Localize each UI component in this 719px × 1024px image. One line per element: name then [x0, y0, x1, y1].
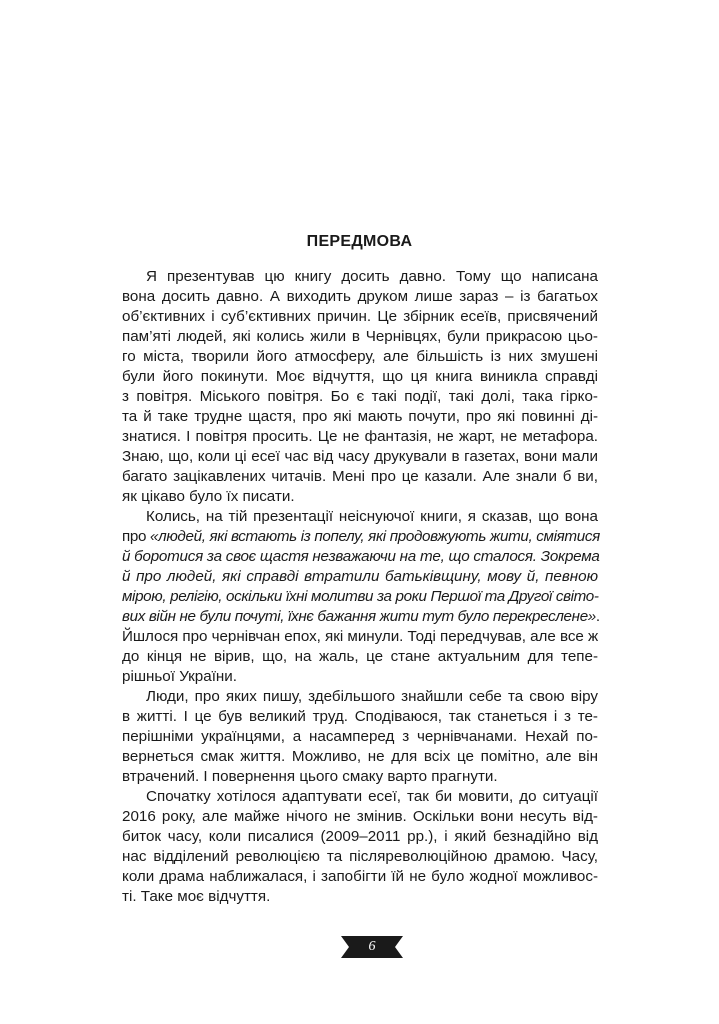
text-line — [122, 847, 598, 867]
text-line — [122, 427, 598, 447]
italic-quote-run: й про людей, які справді втратили батьківщину, мову й, певною — [122, 568, 598, 585]
text-line — [122, 607, 598, 627]
text-run: з повітря. Міського повітря. Бо є такі події, такі долі, така гірко- — [122, 388, 598, 405]
text-run: Знаю, що, коли ці есеї час від часу друкували в газетах, вони мали — [122, 448, 598, 465]
text-line — [122, 767, 598, 787]
text-line — [122, 307, 598, 327]
text-run: Я презентував цю книгу досить давно. Тому що написана — [146, 268, 598, 285]
text-line — [122, 727, 598, 747]
page-title: ПЕРЕДМОВА — [306, 233, 413, 250]
paragraph — [122, 687, 598, 787]
text-run: об’єктивних і суб’єктивних причин. Це збірник есеїв, присвячений — [122, 308, 598, 325]
text-line — [122, 567, 598, 587]
italic-quote-run: мірою, релігію, оскільки їхні молитви за роки Першої та Другої світо- — [122, 588, 599, 605]
text-run: ті. Таке моє відчуття. — [122, 888, 271, 905]
text-line — [122, 527, 598, 547]
text-run: го міста, творили його атмосферу, але більшість із них змушені — [122, 348, 598, 365]
text-line — [122, 687, 598, 707]
text-run: Спочатку хотілося адаптувати есеї, так би мовити, до ситуації — [146, 788, 598, 805]
text-run: рішньої України. — [122, 668, 238, 685]
text-run: та й таке трудне щастя, про які мають почути, про які повинні ді- — [122, 408, 598, 425]
text-line — [122, 747, 598, 767]
text-line — [122, 787, 598, 807]
text-run: биток часу, коли писалися (2009–2011 рр.), і який безнадійно від — [122, 828, 598, 845]
text-line — [122, 667, 598, 687]
text-run: втрачений. І повернення цього смаку варто прагнути. — [122, 768, 498, 785]
text-run: про — [122, 528, 150, 545]
paragraph — [122, 787, 598, 907]
text-line — [122, 387, 598, 407]
text-run: коли драма наближалася, і запобігти їй не було жодної можливос- — [122, 868, 598, 885]
text-run: перішніми українцями, а насамперед з чернівчанами. Нехай по- — [122, 728, 598, 745]
text-line — [122, 507, 598, 527]
italic-quote-run: «людей, які встають із попелу, які продовжують жити, сміятися — [150, 528, 600, 545]
text-run: як цікаво було їх писати. — [122, 488, 295, 505]
text-line — [122, 627, 598, 647]
text-line — [122, 327, 598, 347]
text-run: в житті. І це був великий труд. Сподіваюся, так станеться і з те- — [122, 708, 598, 725]
page-footer — [0, 932, 719, 962]
text-run: Колись, на тій презентації неіснуючої книги, я сказав, що вона — [146, 508, 598, 525]
page-number: 6 — [368, 939, 376, 954]
text-line — [122, 347, 598, 367]
text-line — [122, 267, 598, 287]
text-line — [122, 287, 598, 307]
text-line — [122, 467, 598, 487]
text-run: вернеться смак життя. Можливо, не для всіх це помітно, але він — [122, 748, 598, 765]
text-line — [122, 367, 598, 387]
text-line — [122, 587, 598, 607]
text-run: вона досить давно. А виходить друком лише зараз – із багатьох — [122, 288, 598, 305]
paragraph — [122, 267, 598, 507]
text-line — [122, 447, 598, 467]
text-line — [122, 407, 598, 427]
text-line — [122, 807, 598, 827]
text-run: були його покинути. Моє відчуття, що ця книга виникла справді — [122, 368, 598, 385]
text-run: знатися. І повітря просить. Це не фантазія, не жарт, не метафора. — [122, 428, 598, 445]
text-run: 2016 року, але майже нічого не змінив. Оскільки вони несуть від- — [122, 808, 598, 825]
text-run: до кінця не вірив, що, на жаль, це стане актуальним для тепе- — [122, 648, 598, 665]
italic-quote-run: й боротися за своє щастя незважаючи на те, що сталося. Зокрема — [122, 548, 600, 565]
page-number-badge — [341, 936, 403, 958]
text-line — [122, 887, 598, 907]
text-line — [122, 487, 598, 507]
text-run: Йшлося про чернівчан епох, які минули. Тоді передчував, але все ж — [122, 628, 599, 645]
text-run: Люди, про яких пишу, здебільшого знайшли себе та свою віру — [146, 688, 598, 705]
text-run: багато зацікавлених читачів. Мені про це казали. Але знали б ви, — [122, 468, 598, 485]
paragraph — [122, 507, 598, 687]
text-line — [122, 707, 598, 727]
preface-text — [122, 267, 598, 907]
text-line — [122, 867, 598, 887]
text-line — [122, 647, 598, 667]
text-line — [122, 827, 598, 847]
text-run: . — [595, 608, 600, 625]
text-run: пам’яті людей, які колись жили в Чернівцях, були прикрасою цьо- — [122, 328, 598, 345]
text-line — [122, 547, 598, 567]
italic-quote-run: вих війн не були почуті, їхнє бажання жити тут було перекреслене» — [122, 608, 596, 625]
text-run: нас відділений революцією та післяреволюційною драмою. Часу, — [122, 848, 598, 865]
